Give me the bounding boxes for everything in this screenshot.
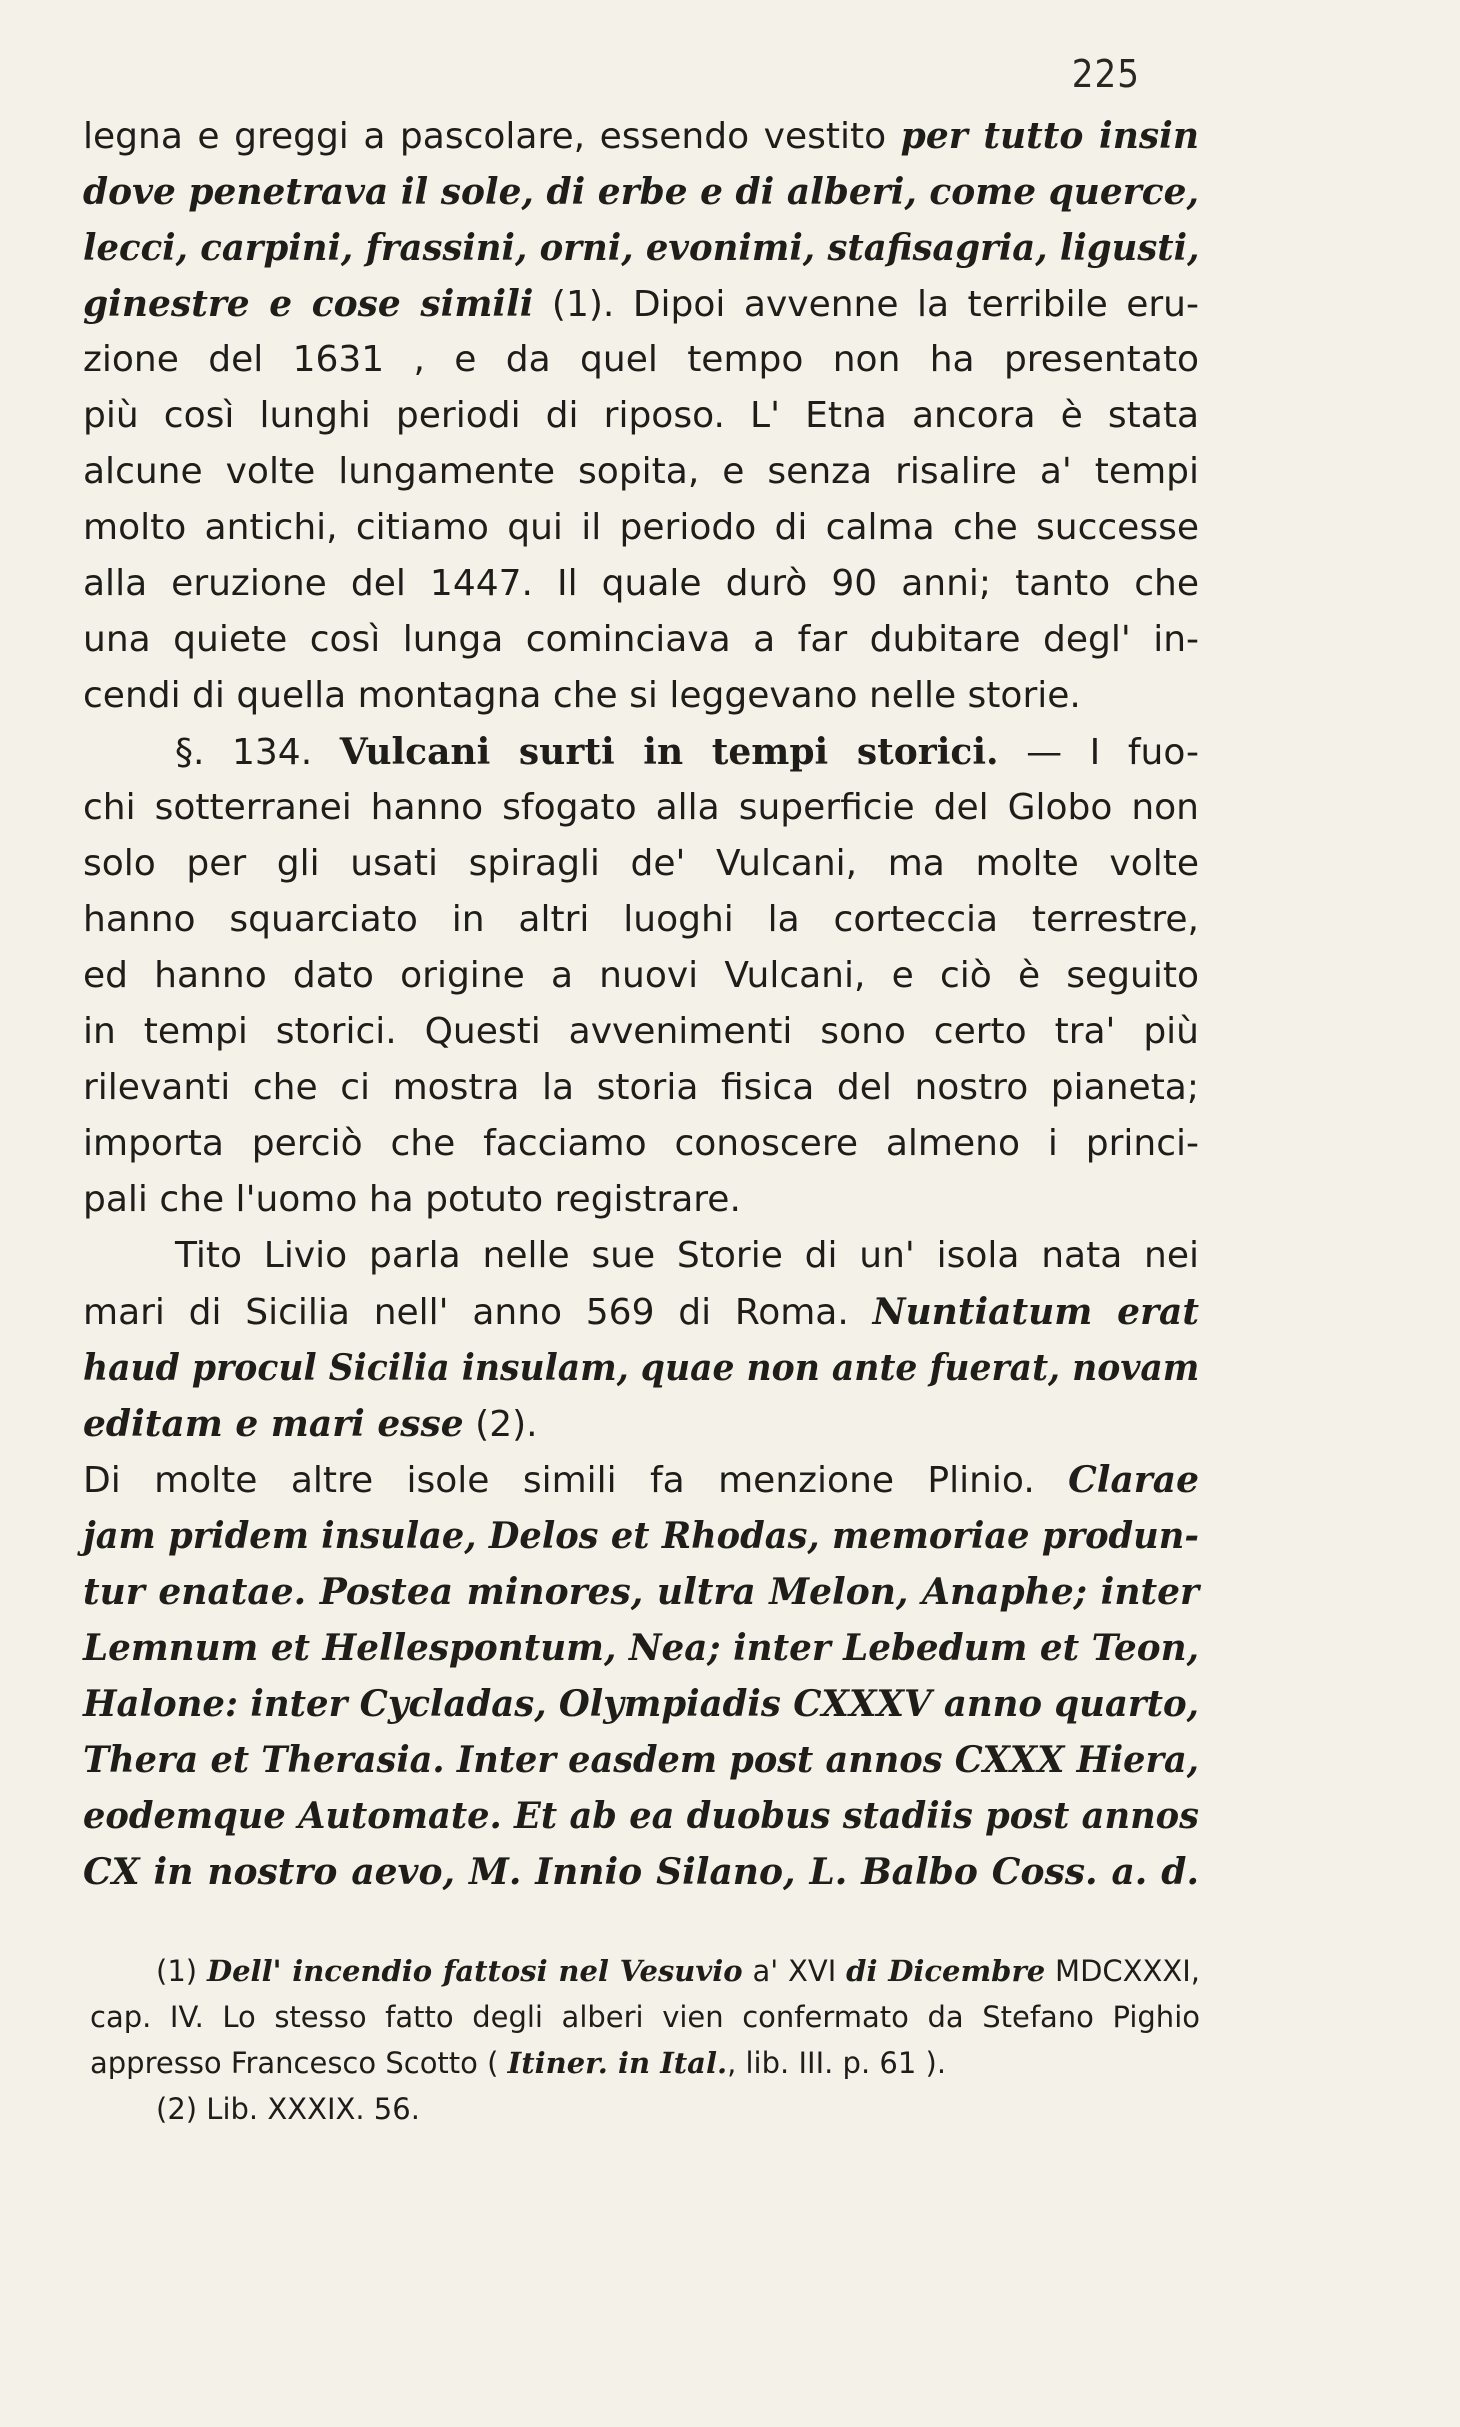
- text-line: [83, 1788, 1199, 1844]
- text-line: [83, 892, 1199, 948]
- body-text: [83, 108, 1199, 1900]
- text-run: solo per gli usati spiragli de' Vulcani, ma molte volte: [83, 843, 1199, 884]
- text-run: chi sotterranei hanno sfogato alla superficie del Globo non: [83, 787, 1199, 828]
- text-line: [83, 1452, 1199, 1508]
- text-run: importa perciò che facciamo conoscere almeno i princi-: [83, 1123, 1199, 1164]
- text-line: [83, 164, 1199, 220]
- text-run: più così lunghi periodi di riposo. L' Etna ancora è stata: [83, 395, 1199, 436]
- text-line: [83, 1564, 1199, 1620]
- text-run: (1). Dipoi avvenne la terribile eru-: [533, 284, 1199, 325]
- footnote-line: [90, 1948, 1200, 1994]
- footnote-line: [90, 2086, 1200, 2132]
- italic-text: jam pridem insulae, Delos et Rhodas, memoriae produn-: [83, 1515, 1199, 1557]
- text-line: [83, 1620, 1199, 1676]
- text-run: (2).: [463, 1404, 538, 1445]
- text-run: zione del 1631 , e da quel tempo non ha presentato: [83, 339, 1199, 380]
- text-run: a' XVI: [742, 1954, 847, 1988]
- text-line: [83, 780, 1199, 836]
- text-line: [83, 668, 1199, 724]
- text-line: [83, 332, 1199, 388]
- italic-text: Lemnum et Hellespontum, Nea; inter Lebedum et Teon,: [83, 1627, 1199, 1669]
- text-line: [83, 1844, 1199, 1900]
- text-run: pali che l'uomo ha potuto registrare.: [83, 1179, 741, 1220]
- text-run: Di molte altre isole simili fa menzione Plinio.: [83, 1460, 1069, 1501]
- italic-text: CX in nostro aevo, M. Innio Silano, L. Balbo Coss. a. d.: [83, 1851, 1199, 1893]
- text-run: Tito Livio parla nelle sue Storie di un' isola nata nei: [175, 1235, 1199, 1276]
- text-run: — I fuo-: [998, 732, 1200, 773]
- italic-text: Thera et Therasia. Inter easdem post annos CXXX Hiera,: [83, 1739, 1200, 1781]
- text-line: [83, 1284, 1199, 1340]
- footnote-line: [90, 1994, 1200, 2040]
- italic-text: lecci, carpini, frassini, orni, evonimi, stafisagria, ligusti,: [83, 227, 1200, 269]
- text-run: cendi di quella montagna che si leggevano nelle storie.: [83, 675, 1081, 716]
- text-run: appresso Francesco Scotto (: [90, 2046, 508, 2080]
- italic-text: ginestre e cose simili: [83, 283, 534, 325]
- text-run: alla eruzione del 1447. Il quale durò 90 anni; tanto che: [83, 563, 1199, 604]
- text-line: [83, 612, 1199, 668]
- italic-text: per tutto insin: [900, 115, 1200, 157]
- text-run: una quiete così lunga cominciava a far dubitare degl' in-: [83, 619, 1199, 660]
- text-line: [83, 836, 1199, 892]
- text-run: (2) Lib. XXXIX. 56.: [156, 2092, 420, 2126]
- text-run: mari di Sicilia nell' anno 569 di Roma.: [83, 1292, 873, 1333]
- text-run: legna e greggi a pascolare, essendo vestito: [83, 116, 901, 157]
- text-line: [83, 500, 1199, 556]
- text-run: §. 134.: [175, 732, 340, 773]
- text-line: [83, 276, 1199, 332]
- text-line: [83, 1396, 1199, 1452]
- text-run: ed hanno dato origine a nuovi Vulcani, e ciò è seguito: [83, 955, 1199, 996]
- text-line: [83, 1004, 1199, 1060]
- text-line: [83, 388, 1199, 444]
- text-line: [83, 1172, 1199, 1228]
- text-line: [83, 1676, 1199, 1732]
- page-number: 225: [1071, 52, 1140, 96]
- text-run: cap. IV. Lo stesso fatto degli alberi vien confermato da Stefano Pighio: [90, 2000, 1200, 2034]
- text-line: [83, 948, 1199, 1004]
- text-run: (1): [156, 1954, 207, 1988]
- italic-text: eodemque Automate. Et ab ea duobus stadiis post annos: [83, 1795, 1199, 1837]
- italic-text: Itiner. in Ital.: [507, 2046, 728, 2080]
- italic-text: haud procul Sicilia insulam, quae non ante fuerat, novam: [83, 1347, 1200, 1389]
- text-run: MDCXXXI,: [1045, 1954, 1201, 1988]
- text-line: [83, 220, 1199, 276]
- text-line: [83, 1340, 1199, 1396]
- text-line: [83, 1228, 1199, 1284]
- text-run: rilevanti che ci mostra la storia fisica del nostro pianeta;: [83, 1067, 1199, 1108]
- italic-text: di Dicembre: [846, 1954, 1046, 1988]
- text-line: [83, 1732, 1199, 1788]
- text-line: [83, 108, 1199, 164]
- italic-text: Nuntiatum erat: [872, 1291, 1199, 1333]
- text-line: [83, 1508, 1199, 1564]
- text-run: , lib. III. p. 61 ).: [727, 2046, 947, 2080]
- italic-text: Clarae: [1068, 1459, 1199, 1501]
- text-line: [83, 724, 1199, 780]
- bold-heading: Vulcani surti in tempi storici.: [339, 731, 999, 773]
- footnote-line: [90, 2040, 1200, 2086]
- italic-text: dove penetrava il sole, di erbe e di alberi, come querce,: [83, 171, 1199, 213]
- italic-text: Dell' incendio fattosi nel Vesuvio: [206, 1954, 743, 1988]
- footnotes: [90, 1948, 1200, 2132]
- text-line: [83, 556, 1199, 612]
- text-line: [83, 1060, 1199, 1116]
- text-line: [83, 1116, 1199, 1172]
- text-line: [83, 444, 1199, 500]
- text-run: hanno squarciato in altri luoghi la corteccia terrestre,: [83, 899, 1199, 940]
- text-run: molto antichi, citiamo qui il periodo di calma che successe: [83, 507, 1199, 548]
- text-run: alcune volte lungamente sopita, e senza risalire a' tempi: [83, 451, 1199, 492]
- italic-text: tur enatae. Postea minores, ultra Melon, Anaphe; inter: [83, 1571, 1199, 1613]
- italic-text: editam e mari esse: [83, 1403, 464, 1445]
- italic-text: Halone: inter Cycladas, Olympiadis CXXXV anno quarto,: [83, 1683, 1199, 1725]
- text-run: in tempi storici. Questi avvenimenti sono certo tra' più: [83, 1011, 1199, 1052]
